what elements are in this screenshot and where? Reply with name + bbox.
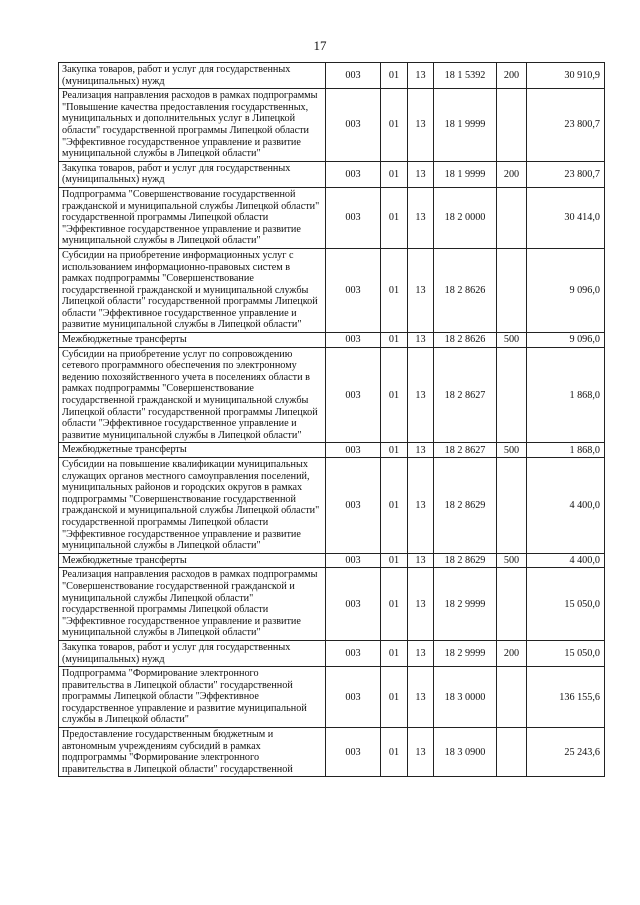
table-row — [59, 640, 605, 666]
table-body — [59, 63, 605, 777]
admin-code-cell: 003 — [326, 248, 381, 332]
admin-code-cell: 003 — [326, 667, 381, 728]
target-article-cell: 18 2 8629 — [434, 458, 497, 554]
table-row — [59, 187, 605, 248]
expense-name-cell: Закупка товаров, работ и услуг для государственных (муниципальных) нужд — [59, 161, 326, 187]
admin-code-cell: 003 — [326, 640, 381, 666]
table-row — [59, 347, 605, 443]
subsection-code-cell: 13 — [408, 553, 434, 568]
expense-name-cell: Подпрограмма "Формирование электронного правительства в Липецкой области" государственной программы Липецкой области "Эффективное государственное управление и развитие муниципальной службы в Липецкой области" — [59, 667, 326, 728]
section-code-cell: 01 — [381, 458, 408, 554]
budget-table — [58, 62, 605, 777]
target-article-cell: 18 1 5392 — [434, 63, 497, 89]
amount-cell: 9 096,0 — [527, 248, 605, 332]
table-row — [59, 248, 605, 332]
target-article-cell: 18 2 0000 — [434, 187, 497, 248]
page-number: 17 — [313, 38, 327, 53]
expense-name-cell: Закупка товаров, работ и услуг для государственных (муниципальных) нужд — [59, 63, 326, 89]
expense-type-cell: 200 — [497, 161, 527, 187]
table-row — [59, 63, 605, 89]
admin-code-cell: 003 — [326, 443, 381, 458]
amount-cell: 1 868,0 — [527, 443, 605, 458]
expense-name-cell: Межбюджетные трансферты — [59, 333, 326, 348]
amount-cell: 9 096,0 — [527, 333, 605, 348]
expense-name-cell: Межбюджетные трансферты — [59, 443, 326, 458]
expense-type-cell: 500 — [497, 443, 527, 458]
expense-type-cell — [497, 187, 527, 248]
subsection-code-cell: 13 — [408, 443, 434, 458]
target-article-cell: 18 2 8626 — [434, 333, 497, 348]
expense-type-cell — [497, 667, 527, 728]
target-article-cell: 18 2 8626 — [434, 248, 497, 332]
expense-name-cell: Субсидии на приобретение услуг по сопровождению сетевого программного обеспечения по электронному ведению похозяйственного учета в поселениях области в рамках подпрограммы "Совершенствование государственной гражданской и муниципальной службы Липецкой области" государственной программы Липецкой области "Эффективное государственное управление и развитие муниципальной службы в Липецкой области" — [59, 347, 326, 443]
target-article-cell: 18 2 9999 — [434, 640, 497, 666]
amount-cell: 136 155,6 — [527, 667, 605, 728]
section-code-cell: 01 — [381, 443, 408, 458]
admin-code-cell: 003 — [326, 553, 381, 568]
expense-name-cell: Реализация направления расходов в рамках подпрограммы "Повышение качества предоставления государственных, муниципальных и дополнительных услуг в Липецкой области" государственной программы Липецкой области "Эффективное государственное управление и развитие муниципальной службы в Липецкой области" — [59, 89, 326, 162]
target-article-cell: 18 2 8627 — [434, 443, 497, 458]
target-article-cell: 18 3 0900 — [434, 728, 497, 777]
subsection-code-cell: 13 — [408, 728, 434, 777]
target-article-cell: 18 1 9999 — [434, 161, 497, 187]
table-row — [59, 553, 605, 568]
target-article-cell: 18 3 0000 — [434, 667, 497, 728]
admin-code-cell: 003 — [326, 161, 381, 187]
amount-cell: 15 050,0 — [527, 640, 605, 666]
section-code-cell: 01 — [381, 640, 408, 666]
table-row — [59, 728, 605, 777]
admin-code-cell: 003 — [326, 458, 381, 554]
section-code-cell: 01 — [381, 347, 408, 443]
expense-type-cell: 200 — [497, 63, 527, 89]
section-code-cell: 01 — [381, 187, 408, 248]
expense-name-cell: Субсидии на приобретение информационных услуг с использованием информационно-правовых систем в рамках подпрограммы "Совершенствование государственной гражданской и муниципальной службы Липецкой области" государственной программы Липецкой области "Эффективное государственное управление и развитие муниципальной службы в Липецкой области" — [59, 248, 326, 332]
subsection-code-cell: 13 — [408, 458, 434, 554]
expense-type-cell — [497, 347, 527, 443]
subsection-code-cell: 13 — [408, 640, 434, 666]
table-row — [59, 568, 605, 641]
subsection-code-cell: 13 — [408, 63, 434, 89]
expense-type-cell: 500 — [497, 553, 527, 568]
table-row — [59, 443, 605, 458]
target-article-cell: 18 1 9999 — [434, 89, 497, 162]
expense-type-cell — [497, 248, 527, 332]
subsection-code-cell: 13 — [408, 333, 434, 348]
amount-cell: 4 400,0 — [527, 458, 605, 554]
expense-type-cell — [497, 89, 527, 162]
admin-code-cell: 003 — [326, 333, 381, 348]
expense-name-cell: Межбюджетные трансферты — [59, 553, 326, 568]
table-row — [59, 667, 605, 728]
section-code-cell: 01 — [381, 63, 408, 89]
expense-name-cell: Подпрограмма "Совершенствование государственной гражданской и муниципальной службы Липецкой области" государственной программы Липецкой области "Эффективное государственное управление и развитие муниципальной службы в Липецкой области" — [59, 187, 326, 248]
amount-cell: 25 243,6 — [527, 728, 605, 777]
amount-cell: 4 400,0 — [527, 553, 605, 568]
amount-cell: 23 800,7 — [527, 89, 605, 162]
subsection-code-cell: 13 — [408, 347, 434, 443]
admin-code-cell: 003 — [326, 568, 381, 641]
expense-name-cell: Реализация направления расходов в рамках подпрограммы "Совершенствование государственной гражданской и муниципальной службы Липецкой области" государственной программы Липецкой области "Эффективное государственное управление и развитие муниципальной службы в Липецкой области" — [59, 568, 326, 641]
subsection-code-cell: 13 — [408, 667, 434, 728]
section-code-cell: 01 — [381, 553, 408, 568]
expense-type-cell — [497, 458, 527, 554]
expense-name-cell: Закупка товаров, работ и услуг для государственных (муниципальных) нужд — [59, 640, 326, 666]
table-row — [59, 161, 605, 187]
section-code-cell: 01 — [381, 568, 408, 641]
expense-type-cell — [497, 728, 527, 777]
section-code-cell: 01 — [381, 667, 408, 728]
admin-code-cell: 003 — [326, 63, 381, 89]
expense-type-cell: 200 — [497, 640, 527, 666]
admin-code-cell: 003 — [326, 89, 381, 162]
subsection-code-cell: 13 — [408, 568, 434, 641]
section-code-cell: 01 — [381, 161, 408, 187]
admin-code-cell: 003 — [326, 347, 381, 443]
target-article-cell: 18 2 9999 — [434, 568, 497, 641]
amount-cell: 30 910,9 — [527, 63, 605, 89]
expense-type-cell: 500 — [497, 333, 527, 348]
expense-name-cell: Субсидии на повышение квалификации муниципальных служащих органов местного самоуправления поселений, муниципальных районов и городских округов в рамках подпрограммы "Совершенствование государственной гражданской и муниципальной службы Липецкой области" государственной программы Липецкой области "Эффективное государственное управление и развитие муниципальной службы в Липецкой области" — [59, 458, 326, 554]
amount-cell: 23 800,7 — [527, 161, 605, 187]
expense-name-cell: Предоставление государственным бюджетным и автономным учреждениям субсидий в рамках подпрограммы "Формирование электронного правительства в Липецкой области" государственной — [59, 728, 326, 777]
admin-code-cell: 003 — [326, 187, 381, 248]
target-article-cell: 18 2 8629 — [434, 553, 497, 568]
subsection-code-cell: 13 — [408, 89, 434, 162]
subsection-code-cell: 13 — [408, 161, 434, 187]
subsection-code-cell: 13 — [408, 187, 434, 248]
section-code-cell: 01 — [381, 333, 408, 348]
section-code-cell: 01 — [381, 728, 408, 777]
expense-type-cell — [497, 568, 527, 641]
amount-cell: 30 414,0 — [527, 187, 605, 248]
section-code-cell: 01 — [381, 89, 408, 162]
amount-cell: 15 050,0 — [527, 568, 605, 641]
table-row — [59, 458, 605, 554]
section-code-cell: 01 — [381, 248, 408, 332]
table-row — [59, 89, 605, 162]
table-row — [59, 333, 605, 348]
target-article-cell: 18 2 8627 — [434, 347, 497, 443]
amount-cell: 1 868,0 — [527, 347, 605, 443]
admin-code-cell: 003 — [326, 728, 381, 777]
subsection-code-cell: 13 — [408, 248, 434, 332]
